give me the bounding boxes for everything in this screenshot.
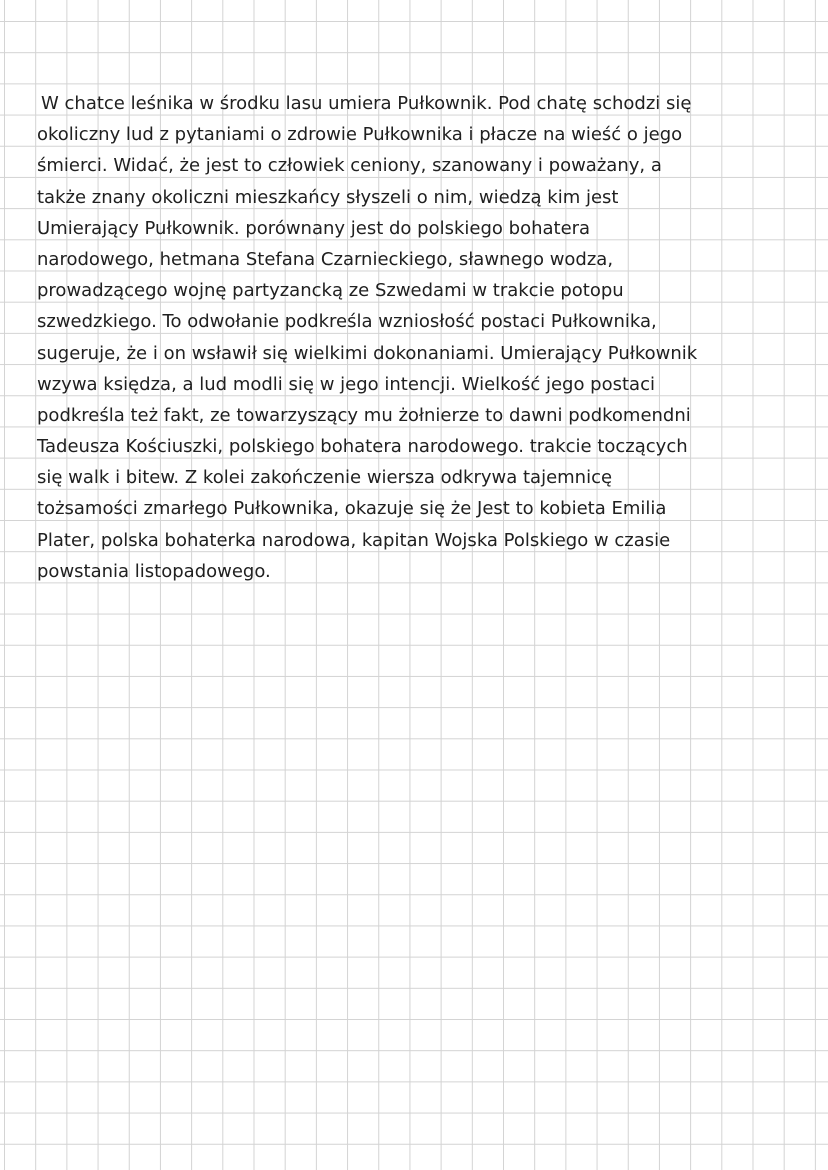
note-line: wzywa księdza, a lud modli się w jego intencji. Wielkość jego postaci — [37, 373, 655, 395]
note-line: także znany okoliczni mieszkańcy słyszeli o nim, wiedzą kim jest — [37, 186, 619, 208]
note-line: podkreśla też fakt, ze towarzyszący mu żołnierze to dawni podkomendni — [37, 404, 691, 426]
note-line: śmierci. Widać, że jest to człowiek ceniony, szanowany i poważany, a — [37, 155, 662, 177]
note-line: Umierający Pułkownik. porównany jest do polskiego bohatera — [37, 217, 591, 239]
note-line: narodowego, hetmana Stefana Czarnieckiego, sławnego wodza, — [37, 248, 614, 270]
note-line: Tadeusza Kościuszki, polskiego bohatera narodowego. trakcie toczących — [37, 436, 688, 458]
note-line: sugeruje, że i on wsławił się wielkimi dokonaniami. Umierający Pułkownik — [37, 342, 698, 364]
note-line: okoliczny lud z pytaniami o zdrowie Pułkownika i płacze na wieść o jego — [37, 124, 683, 146]
note-line: prowadzącego wojnę partyzancką ze Szwedami w trakcie potopu — [37, 280, 624, 302]
note-line: się walk i bitew. Z kolei zakończenie wiersza odkrywa tajemnicę — [37, 467, 613, 489]
note-line: szwedzkiego. To odwołanie podkreśla wzniosłość postaci Pułkownika, — [37, 311, 657, 333]
handwritten-note — [37, 88, 819, 587]
note-line: Plater, polska bohaterka narodowa, kapitan Wojska Polskiego w czasie — [37, 529, 671, 551]
note-line: tożsamości zmarłego Pułkownika, okazuje się że Jest to kobieta Emilia — [37, 498, 667, 520]
note-line: W chatce leśnika w środku lasu umiera Pułkownik. Pod chatę schodzi się — [41, 93, 692, 114]
note-line: powstania listopadowego. — [37, 560, 271, 582]
